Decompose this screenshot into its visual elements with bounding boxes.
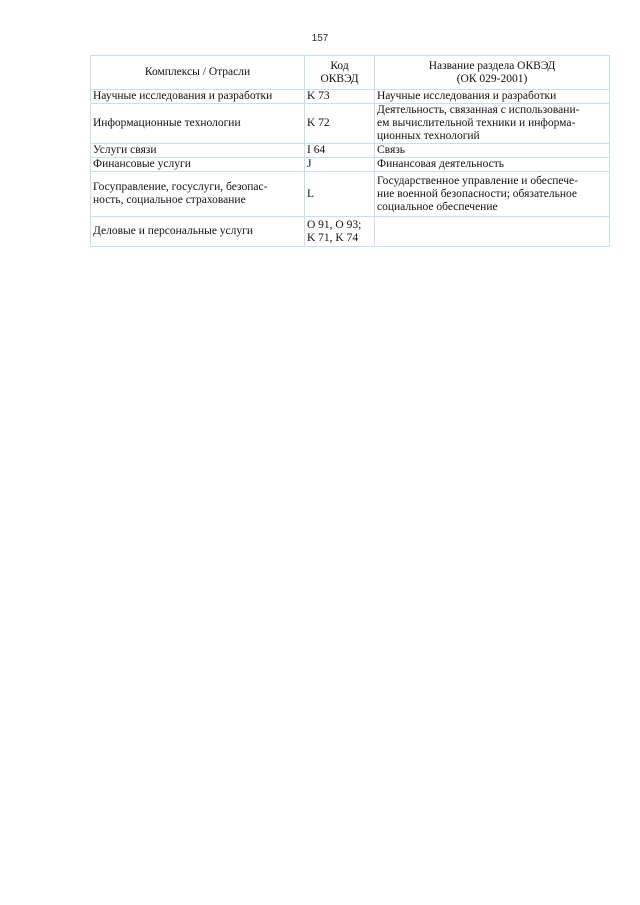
code-cell: I 64	[305, 144, 375, 158]
table-header-row	[91, 56, 610, 90]
code-cell: K 73	[305, 90, 375, 104]
section-cell: Научные исследования и разработки	[375, 90, 610, 104]
table-row	[91, 217, 610, 247]
sector-cell: Услуги связи	[91, 144, 305, 158]
table-row	[91, 144, 610, 158]
code-cell: J	[305, 158, 375, 172]
table-row	[91, 172, 610, 217]
header-okved-code: Код ОКВЭД	[305, 56, 375, 90]
sector-cell: Финансовые услуги	[91, 158, 305, 172]
section-cell: Государственное управление и обеспече- ние военной безопасности; обязательное социальное обеспечение	[375, 172, 610, 217]
table-row	[91, 158, 610, 172]
code-cell: O 91, O 93; K 71, K 74	[305, 217, 375, 247]
sector-cell: Госуправление, госуслуги, безопас- ность, социальное страхование	[91, 172, 305, 217]
table-row	[91, 90, 610, 104]
header-sectors: Комплексы / Отрасли	[91, 56, 305, 90]
code-cell: K 72	[305, 104, 375, 144]
okved-table	[90, 55, 610, 247]
table-row	[91, 104, 610, 144]
section-cell	[375, 217, 610, 247]
section-cell: Деятельность, связанная с использовани- ем вычислительной техники и информа- ционных технологий	[375, 104, 610, 144]
sector-cell: Деловые и персональные услуги	[91, 217, 305, 247]
section-cell: Связь	[375, 144, 610, 158]
sector-cell: Информационные технологии	[91, 104, 305, 144]
sector-cell: Научные исследования и разработки	[91, 90, 305, 104]
section-cell: Финансовая деятельность	[375, 158, 610, 172]
page-number: 157	[311, 33, 329, 44]
code-cell: L	[305, 172, 375, 217]
header-okved-section-name: Название раздела ОКВЭД (ОК 029-2001)	[375, 56, 610, 90]
